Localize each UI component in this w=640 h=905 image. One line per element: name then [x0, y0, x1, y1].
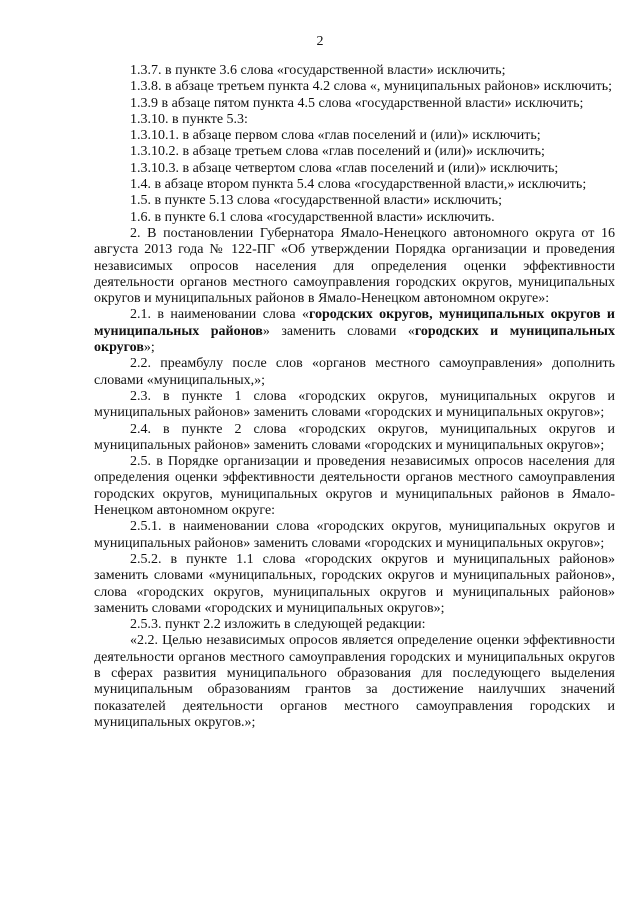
paragraph-2-2-new: «2.2. Целью независимых опросов является определение оценки эффективности деятельности органов местного самоуправления городских и муниципальных округов в сферах развития муниципального образования для последующего выделения муниципальным образованиям грантов за достижение наилучших значений показателей деятельности органов местного самоуправления городских и муниципальных округов.»; [94, 633, 615, 730]
paragraph-2-4: 2.4. в пункте 2 слова «городских округов, муниципальных округов и муниципальных районов» заменить словами «городских и муниципальных округов»; [94, 421, 615, 453]
paragraph-1-3-10-3: 1.3.10.3. в абзаце четвертом слова «глав поселений и (или)» исключить; [130, 160, 559, 176]
paragraph-1-3-8: 1.3.8. в абзаце третьем пункта 4.2 слова «, муниципальных районов» исключить; [130, 79, 613, 95]
p21-text-2: » заменить словами « [262, 323, 415, 339]
p21-bold-2: городских и муниципальных округов [94, 323, 615, 356]
paragraph-2-2: 2.2. преамбулу после слов «органов местного самоуправления» дополнить словами «муниципальных,»; [94, 356, 615, 388]
p21-text-1: 2.1. в наименовании слова « [130, 307, 309, 323]
p21-text-3: »; [143, 340, 155, 356]
paragraph-2-5: 2.5. в Порядке организации и проведения независимых опросов населения для определения оценки эффективности деятельности органов местного самоуправления городских округов, муниципальных округов и муниципальных районов в Ямало-Ненецком автономном округе: [94, 454, 615, 519]
paragraph-1-3-10-2: 1.3.10.2. в абзаце третьем слова «глав поселений и (или)» исключить; [130, 144, 545, 160]
paragraph-2-5-3: 2.5.3. пункт 2.2 изложить в следующей редакции: [130, 617, 426, 633]
paragraph-2-3: 2.3. в пункте 1 слова «городских округов, муниципальных округов и муниципальных районов» заменить словами «городских и муниципальных округов»; [94, 388, 615, 421]
paragraph-1-3-9: 1.3.9 в абзаце пятом пункта 4.5 слова «государственной власти» исключить; [130, 95, 584, 111]
page-number: 2 [316, 34, 324, 49]
paragraph-2-5-2: 2.5.2. в пункте 1.1 слова «городских округов и муниципальных районов» заменить словами «муниципальных, городских округов и муниципальных районов», слова «городских округов, муниципальных округов и муниципальных районов» заменить словами «городских и муниципальных округов»; [94, 551, 615, 616]
paragraph-2-1 [94, 307, 615, 356]
paragraph-1-4: 1.4. в абзаце втором пункта 5.4 слова «государственной власти,» исключить; [130, 177, 587, 193]
p21-bold-1: городских округов, муниципальных округов и муниципальных районов [94, 307, 615, 339]
document-body [94, 63, 615, 731]
paragraph-2: 2. В постановлении Губернатора Ямало-Ненецкого автономного округа от 16 августа 2013 года № 122-ПГ «Об утверждении Порядка организации и проведения независимых опросов населения для определения оценки эффективности деятельности органов местного самоуправления городских округов, муниципальных округов и муниципальных районов в Ямало-Ненецком автономном округе»: [94, 225, 615, 307]
paragraph-1-6: 1.6. в пункте 6.1 слова «государственной власти» исключить. [130, 209, 495, 225]
paragraph-1-5: 1.5. в пункте 5.13 слова «государственной власти» исключить; [130, 193, 502, 209]
paragraph-1-3-10: 1.3.10. в пункте 5.3: [130, 111, 248, 127]
paragraph-2-5-1: 2.5.1. в наименовании слова «городских округов, муниципальных округов и муниципальных районов» заменить словами «городских и муниципальных округов»; [94, 519, 615, 551]
paragraph-1-3-7: 1.3.7. в пункте 3.6 слова «государственной власти» исключить; [130, 63, 506, 78]
paragraph-1-3-10-1: 1.3.10.1. в абзаце первом слова «глав поселений и (или)» исключить; [130, 128, 541, 144]
